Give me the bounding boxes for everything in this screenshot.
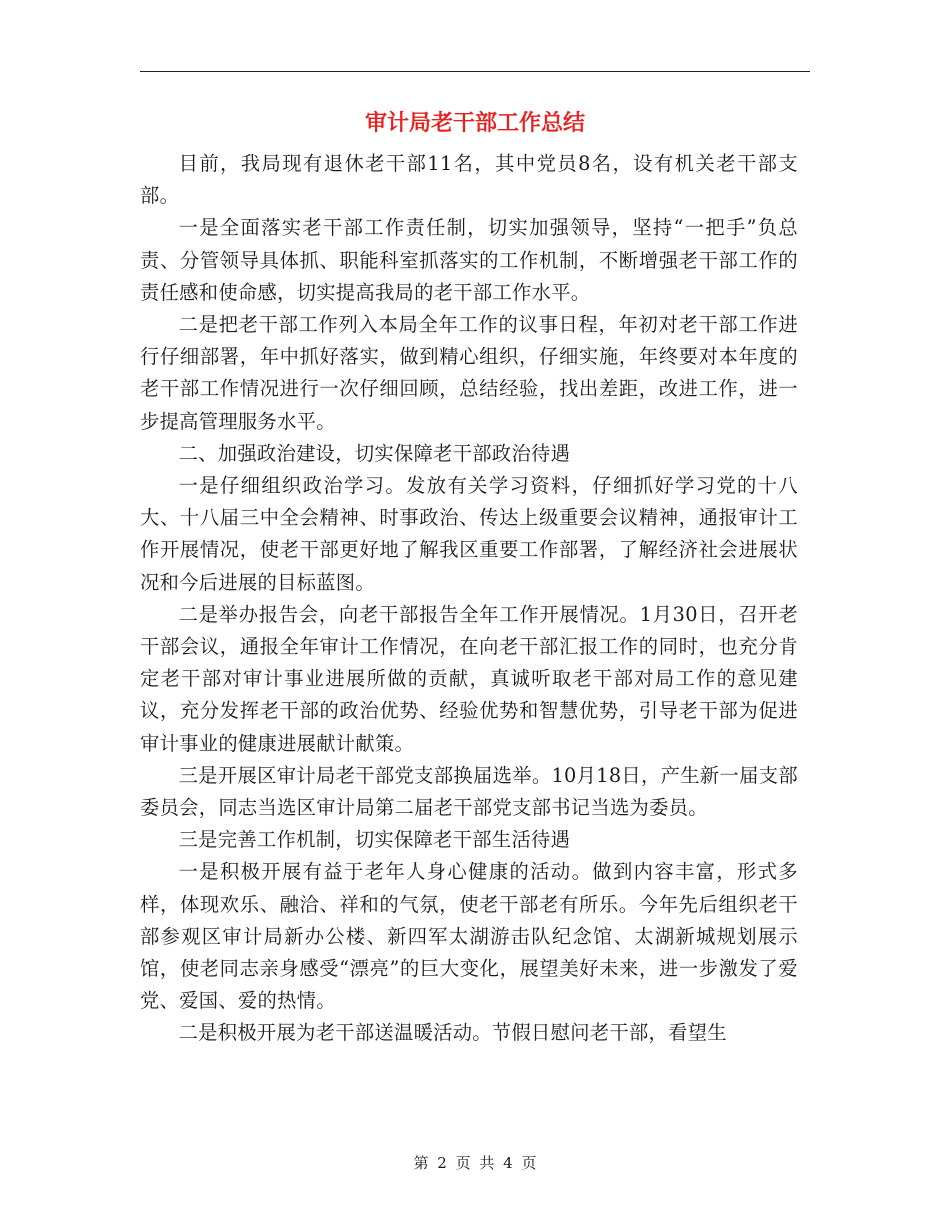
document-body [140,148,798,1050]
paragraph-study: 一是仔细组织政治学习。发放有关学习资料，仔细抓好学习党的十八大、十八届三中全会精神、时事政治、传达上级重要会议精神，通报审计工作开展情况，使老干部更好地了解我区重要工作部署，了解经济社会进展状况和今后进展的目标蓝图。 [140,474,798,594]
document-title: 审计局老干部工作总结 [364,111,585,136]
header-rule [140,71,810,72]
paragraph-report-meeting: 二是举办报告会，向老干部报告全年工作开展情况。1月30日，召开老干部会议，通报全年审计工作情况，在向老干部汇报工作的同时，也充分肯定老干部对审计事业进展所做的贡献，真诚听取老干部对局工作的意见建议，充分发挥老干部的政治优势、经验优势和智慧优势，引导老干部为促进审计事业的健康进展献计献策。 [140,602,798,755]
paragraph-agenda: 二是把老干部工作列入本局全年工作的议事日程，年初对老干部工作进行仔细部署，年中抓好落实，做到精心组织，仔细实施，年终要对本年度的老干部工作情况进行一次仔细回顾，总结经验，找出差距，改进工作，进一步提高管理服务水平。 [140,313,798,433]
section-heading-political: 二、加强政治建设，切实保障老干部政治待遇 [178,441,571,465]
paragraph-intro: 目前，我局现有退休老干部11名，其中党员8名，设有机关老干部支部。 [140,152,798,208]
paragraph-responsibility: 一是全面落实老干部工作责任制，切实加强领导，坚持“一把手”负总责、分管领导具体抓、职能科室抓落实的工作机制，不断增强老干部工作的责任感和使命感，切实提高我局的老干部工作水平。 [140,216,798,304]
paragraph-activities: 一是积极开展有益于老年人身心健康的活动。做到内容丰富，形式多样，体现欢乐、融洽、祥和的气氛，使老干部老有所乐。今年先后组织老干部参观区审计局新办公楼、新四军太湖游击队纪念馆、太湖新城规划展示馆，使老同志亲身感受“漂亮”的巨大变化，展望美好未来，进一步激发了爱党、爱国、爱的热情。 [140,860,798,1013]
page-number-footer: 第 2 页 共 4 页 [413,1154,537,1172]
paragraph-warmth: 二是积极开展为老干部送温暖活动。节假日慰问老干部，看望生 [178,1021,727,1045]
section-heading-living: 三是完善工作机制，切实保障老干部生活待遇 [178,828,571,852]
paragraph-election: 三是开展区审计局老干部党支部换届选举。10月18日，产生新一届支部委员会，同志当选区审计局第二届老干部党支部书记当选为委员。 [140,763,798,820]
